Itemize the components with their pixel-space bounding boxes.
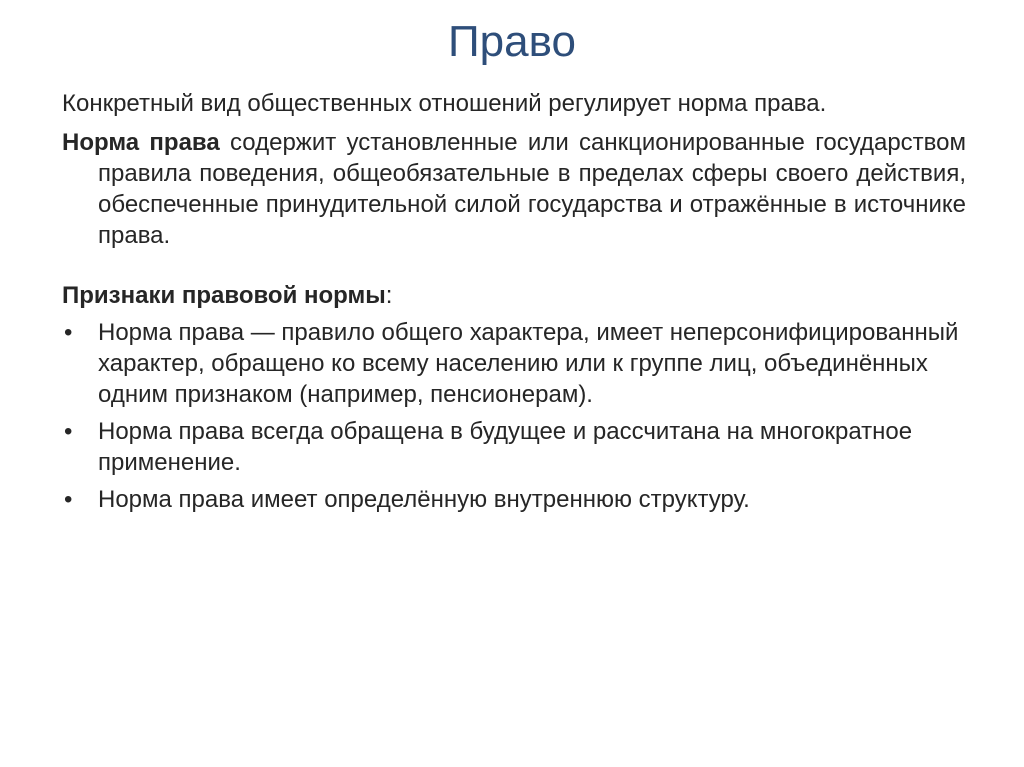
definition-text: содержит установленные или санкционированные государством правила поведения, общеобязательные в пределах сферы своего действия, обеспеченные принудительной силой государства и отражённые в источнике права. — [98, 129, 967, 249]
definition-paragraph — [62, 127, 966, 251]
slide-title: Право — [448, 17, 576, 66]
list-item-text: Норма права — правило общего характера, имеет неперсонифицированный характер, обращено ко всему населению или к группе лиц, объединённых одним признаком (например, пенсионерам). — [98, 319, 959, 408]
features-heading-colon: : — [385, 282, 393, 309]
list-item — [62, 484, 966, 515]
slide-content — [62, 88, 966, 521]
features-heading — [62, 280, 966, 311]
intro-paragraph: Конкретный вид общественных отношений регулирует норма права. — [62, 90, 827, 117]
bullet-icon: • — [64, 418, 73, 445]
list-item — [62, 317, 966, 410]
features-list — [62, 317, 966, 515]
definition-term: Норма права — [62, 129, 220, 156]
list-item-text: Норма права имеет определённую внутреннюю структуру. — [98, 486, 750, 513]
bullet-icon: • — [64, 486, 73, 513]
bullet-icon: • — [64, 319, 73, 346]
features-heading-text: Признаки правовой нормы — [62, 282, 386, 309]
list-item — [62, 416, 966, 478]
list-item-text: Норма права всегда обращена в будущее и рассчитана на многократное применение. — [98, 418, 913, 476]
